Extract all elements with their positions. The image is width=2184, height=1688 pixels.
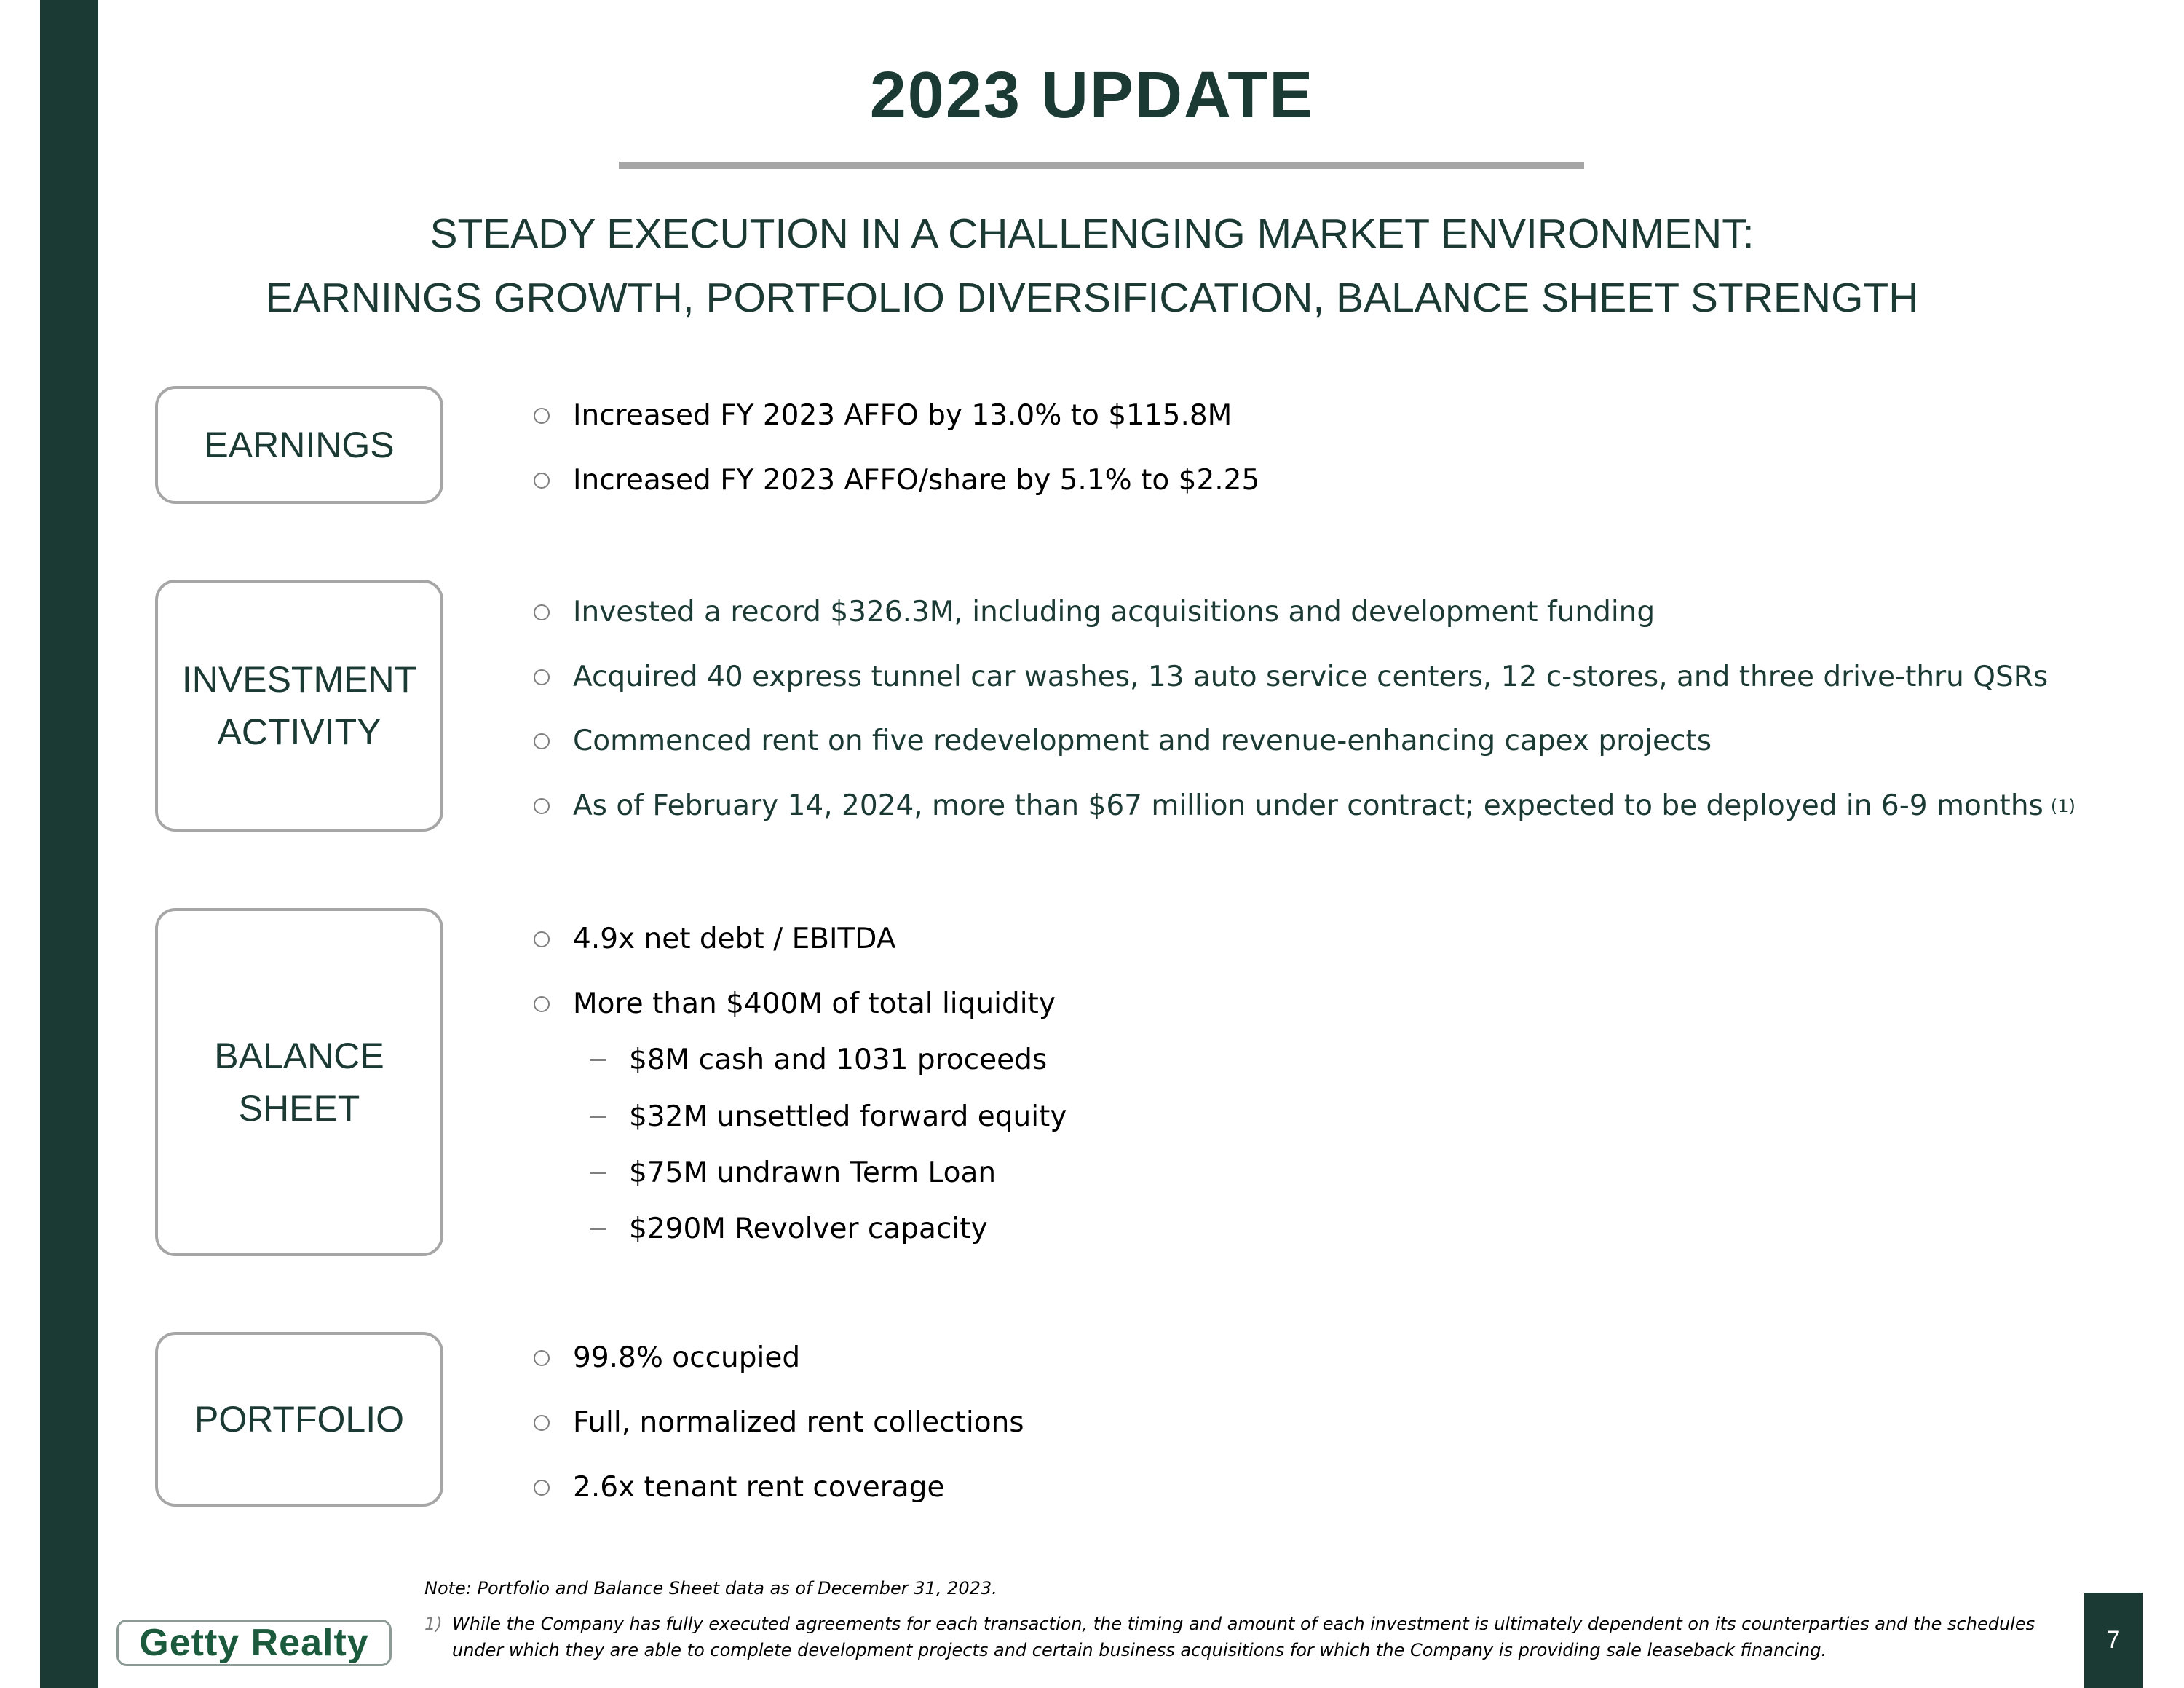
bullet-circle-icon (534, 733, 550, 749)
portfolio-bullet (534, 1341, 800, 1374)
portfolio-bullet-text: 2.6x tenant rent coverage (573, 1471, 945, 1504)
balance-sheet-bullet (534, 923, 895, 955)
balance-sheet-bullet (534, 987, 1056, 1020)
earnings-bullet-text: Increased FY 2023 AFFO by 13.0% to $115.8M (573, 399, 1233, 432)
earnings-bullet (534, 399, 1232, 432)
page-number: 7 (2084, 1593, 2143, 1688)
investment-label-line1: INVESTMENT (181, 659, 417, 700)
liquidity-sub-bullet (590, 1100, 1067, 1133)
investment-bullet (534, 789, 2076, 822)
bullet-circle-icon (534, 408, 550, 424)
bullet-circle-icon (534, 1415, 550, 1431)
dash-icon (590, 1116, 606, 1118)
getty-realty-logo: Getty Realty (116, 1620, 392, 1666)
investment-bullet (534, 660, 2048, 693)
dash-icon (590, 1228, 606, 1230)
footnote (424, 1611, 2055, 1663)
earnings-bullet (534, 464, 1259, 497)
liquidity-sub-bullet (590, 1044, 1047, 1076)
investment-bullet-text: As of February 14, 2024, more than $67 million under contract; expected to be deployed in 6-9 months (573, 789, 2043, 822)
liquidity-sub-bullet-text: $32M unsettled forward equity (629, 1100, 1067, 1133)
investment-bullet-text: Commenced rent on five redevelopment and revenue-enhancing capex projects (573, 725, 1712, 757)
liquidity-sub-bullet (590, 1156, 996, 1189)
bullet-circle-icon (534, 931, 550, 947)
earnings-label-box (155, 386, 443, 504)
liquidity-sub-bullet (590, 1212, 988, 1245)
portfolio-bullet (534, 1406, 1024, 1439)
investment-bullet-text: Invested a record $326.3M, including acquisitions and development funding (573, 596, 1655, 628)
earnings-label: EARNINGS (204, 425, 395, 465)
bullet-circle-icon (534, 1480, 550, 1496)
bullet-circle-icon (534, 604, 550, 620)
portfolio-label: PORTFOLIO (194, 1399, 404, 1440)
balance-sheet-label-box (155, 908, 443, 1256)
balance-sheet-label-line1: BALANCE (214, 1036, 384, 1076)
earnings-bullet-text: Increased FY 2023 AFFO/share by 5.1% to $2.25 (573, 464, 1260, 497)
investment-bullet (534, 725, 1712, 757)
balance-sheet-bullet-text: More than $400M of total liquidity (573, 987, 1056, 1020)
portfolio-label-box (155, 1332, 443, 1507)
investment-bullet (534, 596, 1655, 628)
liquidity-sub-bullet-text: $290M Revolver capacity (629, 1212, 988, 1245)
footnote-mark: 1) (424, 1614, 443, 1634)
bullet-circle-icon (534, 996, 550, 1012)
bullet-circle-icon (534, 669, 550, 685)
subtitle-line-2: EARNINGS GROWTH, PORTFOLIO DIVERSIFICATION, BALANCE SHEET STRENGTH (265, 275, 1919, 321)
dash-icon (590, 1059, 606, 1061)
footnote-text: While the Company has fully executed agreements for each transaction, the timing and amount of each investment is ultimately dependent on its counterparties and the schedules under which they are able to complete development projects and certain business acquisitions for which the Company is providing sale leaseback financing. (452, 1614, 2035, 1660)
bullet-circle-icon (534, 1350, 550, 1366)
slide-title: 2023 UPDATE (869, 59, 1315, 132)
balance-sheet-label-line2: SHEET (238, 1088, 360, 1129)
portfolio-bullet (534, 1471, 944, 1504)
subtitle-line-1: STEADY EXECUTION IN A CHALLENGING MARKET ENVIRONMENT: (430, 210, 1754, 257)
portfolio-bullet-text: Full, normalized rent collections (573, 1406, 1024, 1439)
investment-label-box (155, 580, 443, 832)
bullet-circle-icon (534, 798, 550, 814)
portfolio-bullet-text: 99.8% occupied (573, 1341, 801, 1374)
dash-icon (590, 1172, 606, 1174)
title-divider (619, 162, 1584, 169)
footer-note: Note: Portfolio and Balance Sheet data as of December 31, 2023. (424, 1578, 997, 1598)
liquidity-sub-bullet-text: $8M cash and 1031 proceeds (629, 1044, 1048, 1076)
balance-sheet-bullet-text: 4.9x net debt / EBITDA (573, 923, 896, 955)
bullet-circle-icon (534, 473, 550, 489)
investment-label-line2: ACTIVITY (217, 711, 381, 752)
footnote-reference: (1) (2050, 795, 2076, 816)
liquidity-sub-bullet-text: $75M undrawn Term Loan (629, 1156, 997, 1189)
investment-bullet-text: Acquired 40 express tunnel car washes, 13 auto service centers, 12 c-stores, and three drive-thru QSRs (573, 660, 2049, 693)
